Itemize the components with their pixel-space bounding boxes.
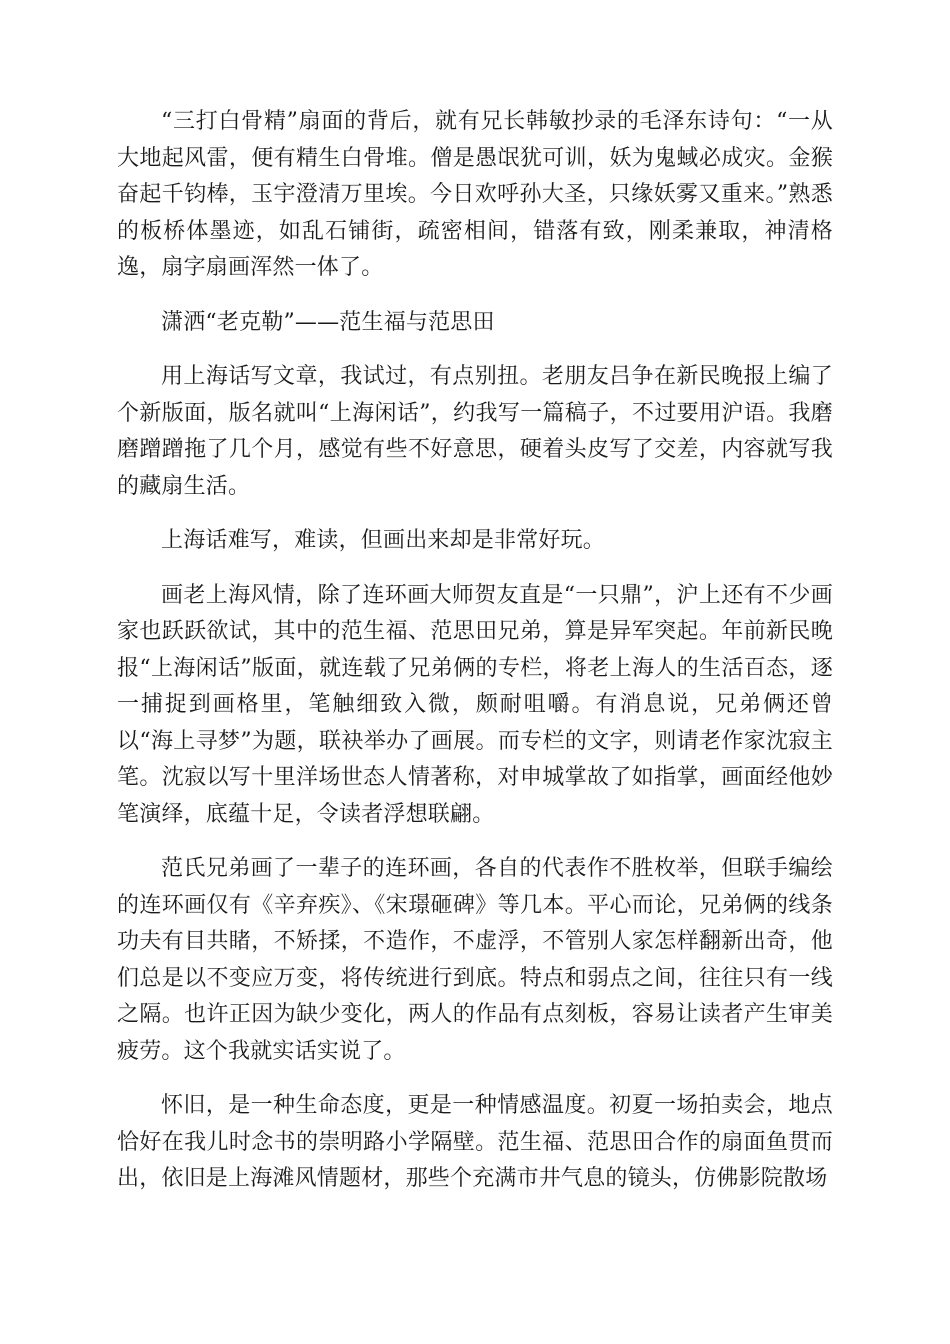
paragraph-old-shanghai-painters: 画老上海风情，除了连环画大师贺友直是“一只鼎”，沪上还有不少画家也跃跃欲试，其中的范生福、范思田兄弟，算是异军突起。年前新民晚报“上海闲话”版面，就连载了兄弟俩的专栏，将老上海人的生活百态，逐一捕捉到画格里，笔触细致入微，颇耐咀嚼。有消息说，兄弟俩还曾以“海上寻梦”为题，联袂举办了画展。而专栏的文字，则请老作家沈寂主笔。沈寂以写十里洋场世态人情著称，对申城掌故了如指掌，画面经他妙笔演绎，底蕴十足，令读者浮想联翩。 [117,582,833,827]
paragraph-dialect-fun: 上海话难写，难读，但画出来却是非常好玩。 [161,528,606,553]
paragraph-fan-brothers-comics: 范氏兄弟画了一辈子的连环画，各自的代表作不胜枚举，但联手编绘的连环画仅有《辛弃疾》、《宋璟砸碑》等几本。平心而论，兄弟俩的线条功夫有目共睹，不矫揉，不造作，不虚浮，不管别人家怎样翻新出奇，他们总是以不变应万变，将传统进行到底。特点和弱点之间，往往只有一线之隔。也许正因为缺少变化，两人的作品有点刻板，容易让读者产生审美疲劳。这个我就实话实说了。 [117,856,833,1064]
document-body [117,104,833,1198]
section-heading: 潇洒“老克勒”——范生福与范思田 [161,309,495,335]
paragraph-nostalgia-auction: 怀旧，是一种生命态度，更是一种情感温度。初夏一场拍卖会，地点恰好在我儿时念书的崇明路小学隔壁。范生福、范思田合作的扇面鱼贯而出，依旧是上海滩风情题材，那些个充满市井气息的镜头，仿佛影院散场 [117,1093,833,1191]
paragraph-fan-poem: “三打白骨精”扇面的背后，就有兄长韩敏抄录的毛泽东诗句：“一从大地起风雷，便有精生白骨堆。僧是愚氓犹可训，妖为鬼蜮必成灾。金猴奋起千钧棒，玉宇澄清万里埃。今日欢呼孙大圣，只缘妖雾又重来。”熟悉的板桥体墨迹，如乱石铺街，疏密相间，错落有致，刚柔兼取，神清格逸，扇字扇画浑然一体了。 [117,109,833,280]
paragraph-shanghai-dialect: 用上海话写文章，我试过，有点别扭。老朋友吕争在新民晚报上编了个新版面，版名就叫“上海闲话”，约我写一篇稿子，不过要用沪语。我磨磨蹭蹭拖了几个月，感觉有些不好意思，硬着头皮写了交差，内容就写我的藏扇生活。 [117,364,833,499]
